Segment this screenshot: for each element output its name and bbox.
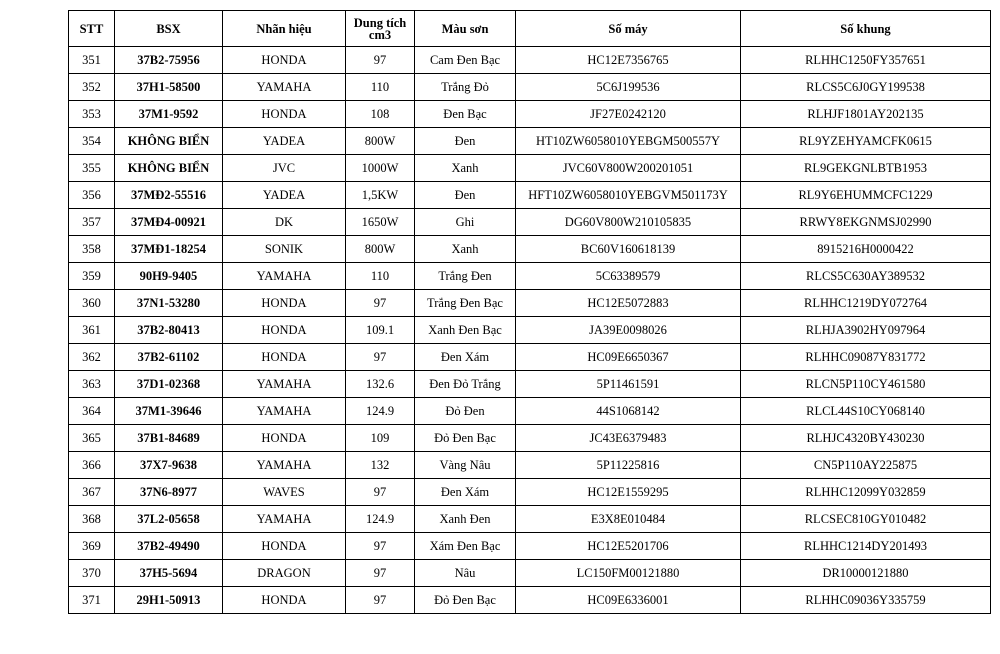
cell-color: Xanh Đen Bạc bbox=[415, 317, 516, 344]
cell-color: Đỏ Đen Bạc bbox=[415, 587, 516, 614]
cell-plate: 37B2-75956 bbox=[115, 47, 223, 74]
cell-plate: 37B2-80413 bbox=[115, 317, 223, 344]
cell-capacity: 97 bbox=[346, 533, 415, 560]
cell-engine: HC12E7356765 bbox=[516, 47, 741, 74]
cell-capacity: 97 bbox=[346, 344, 415, 371]
cell-color: Đen Bạc bbox=[415, 101, 516, 128]
cell-color: Trắng Đen Bạc bbox=[415, 290, 516, 317]
cell-engine: HFT10ZW6058010YEBGVM501173Y bbox=[516, 182, 741, 209]
cell-stt: 354 bbox=[69, 128, 115, 155]
cell-frame: RLHHC1250FY357651 bbox=[741, 47, 991, 74]
cell-engine: HC12E5072883 bbox=[516, 290, 741, 317]
cell-stt: 368 bbox=[69, 506, 115, 533]
cell-color: Đỏ Đen Bạc bbox=[415, 425, 516, 452]
table-row bbox=[69, 128, 991, 155]
header-brand: Nhãn hiệu bbox=[223, 11, 346, 47]
cell-color: Đỏ Đen bbox=[415, 398, 516, 425]
table-row bbox=[69, 506, 991, 533]
cell-engine: BC60V160618139 bbox=[516, 236, 741, 263]
cell-frame: 8915216H0000422 bbox=[741, 236, 991, 263]
cell-engine: JF27E0242120 bbox=[516, 101, 741, 128]
cell-capacity: 124.9 bbox=[346, 506, 415, 533]
cell-engine: E3X8E010484 bbox=[516, 506, 741, 533]
table-row bbox=[69, 479, 991, 506]
cell-engine: JA39E0098026 bbox=[516, 317, 741, 344]
cell-plate: 37X7-9638 bbox=[115, 452, 223, 479]
cell-brand: HONDA bbox=[223, 425, 346, 452]
cell-capacity: 97 bbox=[346, 560, 415, 587]
cell-frame: RLHHC12099Y032859 bbox=[741, 479, 991, 506]
cell-stt: 351 bbox=[69, 47, 115, 74]
cell-engine: JC43E6379483 bbox=[516, 425, 741, 452]
cell-plate: 37L2-05658 bbox=[115, 506, 223, 533]
cell-capacity: 1000W bbox=[346, 155, 415, 182]
cell-plate: 37B1-84689 bbox=[115, 425, 223, 452]
cell-plate: 37D1-02368 bbox=[115, 371, 223, 398]
cell-brand: YADEA bbox=[223, 128, 346, 155]
cell-capacity: 109 bbox=[346, 425, 415, 452]
table-row bbox=[69, 74, 991, 101]
cell-color: Đen Đỏ Trắng bbox=[415, 371, 516, 398]
cell-brand: HONDA bbox=[223, 101, 346, 128]
table-row bbox=[69, 101, 991, 128]
cell-engine: LC150FM00121880 bbox=[516, 560, 741, 587]
table-row bbox=[69, 587, 991, 614]
cell-brand: HONDA bbox=[223, 317, 346, 344]
cell-brand: HONDA bbox=[223, 587, 346, 614]
cell-stt: 363 bbox=[69, 371, 115, 398]
cell-stt: 370 bbox=[69, 560, 115, 587]
cell-stt: 357 bbox=[69, 209, 115, 236]
table-row bbox=[69, 452, 991, 479]
header-engine: Số máy bbox=[516, 11, 741, 47]
cell-stt: 359 bbox=[69, 263, 115, 290]
cell-stt: 358 bbox=[69, 236, 115, 263]
cell-capacity: 1,5KW bbox=[346, 182, 415, 209]
table-row bbox=[69, 425, 991, 452]
cell-plate: 37M1-39646 bbox=[115, 398, 223, 425]
cell-brand: YADEA bbox=[223, 182, 346, 209]
cell-brand: HONDA bbox=[223, 47, 346, 74]
cell-capacity: 97 bbox=[346, 290, 415, 317]
cell-capacity: 110 bbox=[346, 263, 415, 290]
cell-brand: DK bbox=[223, 209, 346, 236]
cell-plate: KHÔNG BIỂN bbox=[115, 155, 223, 182]
cell-capacity: 800W bbox=[346, 236, 415, 263]
cell-plate: 37M1-9592 bbox=[115, 101, 223, 128]
table-row bbox=[69, 317, 991, 344]
cell-plate: 29H1-50913 bbox=[115, 587, 223, 614]
cell-frame: RLHJF1801AY202135 bbox=[741, 101, 991, 128]
cell-color: Ghi bbox=[415, 209, 516, 236]
table-row bbox=[69, 236, 991, 263]
table-header bbox=[69, 11, 991, 47]
cell-brand: YAMAHA bbox=[223, 506, 346, 533]
header-capacity: Dung tích cm3 bbox=[346, 11, 415, 47]
cell-stt: 366 bbox=[69, 452, 115, 479]
header-bsx: BSX bbox=[115, 11, 223, 47]
cell-engine: HC09E6650367 bbox=[516, 344, 741, 371]
cell-brand: DRAGON bbox=[223, 560, 346, 587]
cell-stt: 361 bbox=[69, 317, 115, 344]
table-row bbox=[69, 371, 991, 398]
header-row bbox=[69, 11, 991, 47]
cell-engine: DG60V800W210105835 bbox=[516, 209, 741, 236]
cell-color: Xanh bbox=[415, 236, 516, 263]
cell-engine: 5C6J199536 bbox=[516, 74, 741, 101]
cell-frame: RRWY8EKGNMSJ02990 bbox=[741, 209, 991, 236]
cell-capacity: 97 bbox=[346, 587, 415, 614]
cell-frame: RL9Y6EHUMMCFC1229 bbox=[741, 182, 991, 209]
cell-frame: RLHJC4320BY430230 bbox=[741, 425, 991, 452]
cell-frame: RL9YZEHYAMCFK0615 bbox=[741, 128, 991, 155]
cell-color: Xanh Đen bbox=[415, 506, 516, 533]
cell-brand: YAMAHA bbox=[223, 452, 346, 479]
cell-brand: YAMAHA bbox=[223, 263, 346, 290]
cell-frame: RLCS5C630AY389532 bbox=[741, 263, 991, 290]
cell-brand: JVC bbox=[223, 155, 346, 182]
header-stt: STT bbox=[69, 11, 115, 47]
cell-brand: SONIK bbox=[223, 236, 346, 263]
cell-color: Đen bbox=[415, 128, 516, 155]
cell-color: Trắng Đỏ bbox=[415, 74, 516, 101]
cell-color: Đen Xám bbox=[415, 479, 516, 506]
table-row bbox=[69, 182, 991, 209]
cell-engine: 44S1068142 bbox=[516, 398, 741, 425]
cell-frame: RLCS5C6J0GY199538 bbox=[741, 74, 991, 101]
cell-engine: 5P11461591 bbox=[516, 371, 741, 398]
header-color: Màu sơn bbox=[415, 11, 516, 47]
table-row bbox=[69, 47, 991, 74]
cell-color: Xám Đen Bạc bbox=[415, 533, 516, 560]
cell-capacity: 109.1 bbox=[346, 317, 415, 344]
cell-capacity: 132 bbox=[346, 452, 415, 479]
cell-plate: 37N6-8977 bbox=[115, 479, 223, 506]
table-row bbox=[69, 560, 991, 587]
cell-frame: RLCL44S10CY068140 bbox=[741, 398, 991, 425]
cell-color: Vàng Nâu bbox=[415, 452, 516, 479]
cell-stt: 364 bbox=[69, 398, 115, 425]
cell-color: Đen Xám bbox=[415, 344, 516, 371]
cell-color: Trắng Đen bbox=[415, 263, 516, 290]
cell-stt: 353 bbox=[69, 101, 115, 128]
cell-capacity: 97 bbox=[346, 479, 415, 506]
cell-frame: CN5P110AY225875 bbox=[741, 452, 991, 479]
cell-plate: 90H9-9405 bbox=[115, 263, 223, 290]
cell-engine: 5C63389579 bbox=[516, 263, 741, 290]
vehicle-table bbox=[68, 10, 991, 614]
table-row bbox=[69, 263, 991, 290]
cell-stt: 367 bbox=[69, 479, 115, 506]
cell-frame: RLHHC1219DY072764 bbox=[741, 290, 991, 317]
cell-plate: 37B2-61102 bbox=[115, 344, 223, 371]
header-frame: Số khung bbox=[741, 11, 991, 47]
cell-engine: HC12E1559295 bbox=[516, 479, 741, 506]
cell-brand: YAMAHA bbox=[223, 398, 346, 425]
table-row bbox=[69, 344, 991, 371]
table-row bbox=[69, 290, 991, 317]
cell-plate: 37N1-53280 bbox=[115, 290, 223, 317]
table-row bbox=[69, 155, 991, 182]
cell-plate: 37MĐ1-18254 bbox=[115, 236, 223, 263]
table-body bbox=[69, 47, 991, 614]
cell-engine: HC12E5201706 bbox=[516, 533, 741, 560]
cell-stt: 352 bbox=[69, 74, 115, 101]
cell-frame: RLCN5P110CY461580 bbox=[741, 371, 991, 398]
cell-stt: 355 bbox=[69, 155, 115, 182]
cell-stt: 356 bbox=[69, 182, 115, 209]
cell-plate: 37MĐ2-55516 bbox=[115, 182, 223, 209]
cell-capacity: 132.6 bbox=[346, 371, 415, 398]
cell-engine: HC09E6336001 bbox=[516, 587, 741, 614]
cell-stt: 371 bbox=[69, 587, 115, 614]
cell-frame: RLHHC1214DY201493 bbox=[741, 533, 991, 560]
cell-engine: HT10ZW6058010YEBGM500557Y bbox=[516, 128, 741, 155]
cell-stt: 369 bbox=[69, 533, 115, 560]
cell-color: Cam Đen Bạc bbox=[415, 47, 516, 74]
table-row bbox=[69, 209, 991, 236]
cell-brand: YAMAHA bbox=[223, 371, 346, 398]
cell-capacity: 110 bbox=[346, 74, 415, 101]
cell-brand: YAMAHA bbox=[223, 74, 346, 101]
cell-color: Nâu bbox=[415, 560, 516, 587]
cell-brand: WAVES bbox=[223, 479, 346, 506]
cell-frame: RLHJA3902HY097964 bbox=[741, 317, 991, 344]
cell-color: Đen bbox=[415, 182, 516, 209]
cell-stt: 365 bbox=[69, 425, 115, 452]
cell-stt: 362 bbox=[69, 344, 115, 371]
cell-color: Xanh bbox=[415, 155, 516, 182]
cell-plate: 37MĐ4-00921 bbox=[115, 209, 223, 236]
table-row bbox=[69, 533, 991, 560]
cell-capacity: 97 bbox=[346, 47, 415, 74]
cell-brand: HONDA bbox=[223, 344, 346, 371]
cell-frame: RL9GEKGNLBTB1953 bbox=[741, 155, 991, 182]
cell-plate: 37H5-5694 bbox=[115, 560, 223, 587]
cell-capacity: 800W bbox=[346, 128, 415, 155]
cell-plate: 37H1-58500 bbox=[115, 74, 223, 101]
table-row bbox=[69, 398, 991, 425]
cell-plate: KHÔNG BIỂN bbox=[115, 128, 223, 155]
cell-frame: DR10000121880 bbox=[741, 560, 991, 587]
cell-capacity: 1650W bbox=[346, 209, 415, 236]
cell-frame: RLHHC09036Y335759 bbox=[741, 587, 991, 614]
cell-frame: RLHHC09087Y831772 bbox=[741, 344, 991, 371]
cell-stt: 360 bbox=[69, 290, 115, 317]
cell-brand: HONDA bbox=[223, 290, 346, 317]
cell-capacity: 124.9 bbox=[346, 398, 415, 425]
cell-capacity: 108 bbox=[346, 101, 415, 128]
cell-frame: RLCSEC810GY010482 bbox=[741, 506, 991, 533]
cell-plate: 37B2-49490 bbox=[115, 533, 223, 560]
cell-brand: HONDA bbox=[223, 533, 346, 560]
cell-engine: 5P11225816 bbox=[516, 452, 741, 479]
cell-engine: JVC60V800W200201051 bbox=[516, 155, 741, 182]
